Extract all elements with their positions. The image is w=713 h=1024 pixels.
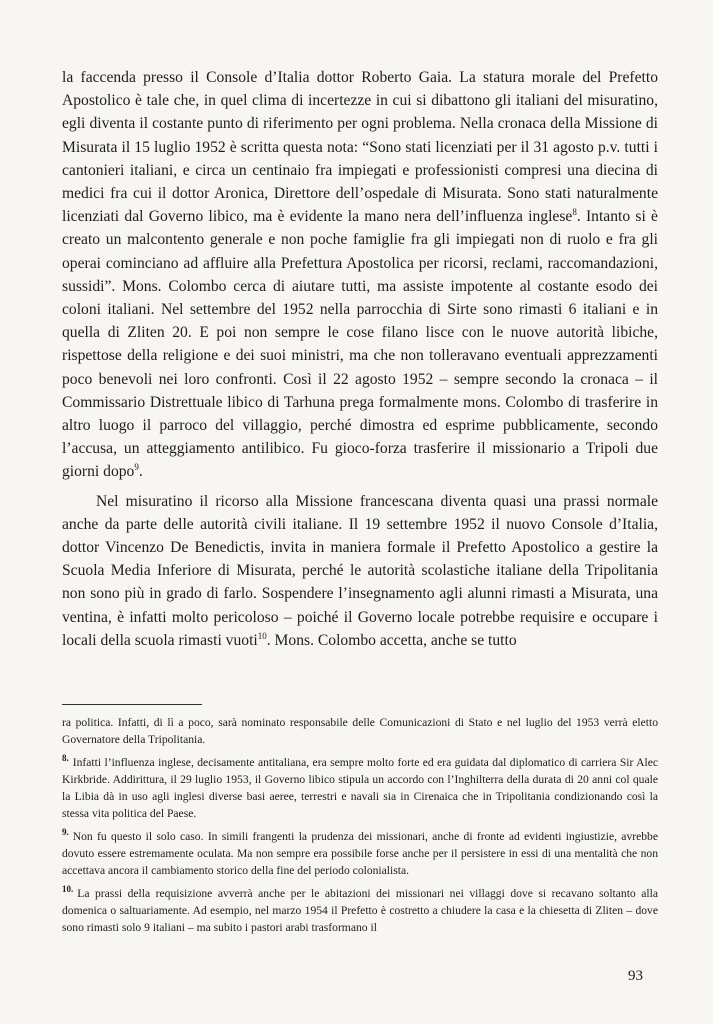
footnote-continuation: ra politica. Infatti, di lì a poco, sarà nominato responsabile delle Comunicazioni di Stato e nel luglio del 1953 verrà eletto Governatore della Tripolitania. xyxy=(62,716,658,746)
paragraph-text: . xyxy=(138,463,143,481)
page-number: 93 xyxy=(628,968,643,984)
footnote-text: Infatti l’influenza inglese, decisamente antitaliana, era sempre molto forte ed era guidata dal diplomatico di carriera Sir Alec Kirkbride. Addirittura, il 29 luglio 1953, il Governo libico stipula un accordo con l’Inghilterra della durata di 20 anni col quale la Libia dà in uso agli inglesi diverse basi aeree, terrestri e navali sia in Cirenaica che in Tripolitania condizionando così la stessa vita politica del Paese. xyxy=(62,756,658,820)
paragraph-text: . Intanto si è creato un malcontento generale e non poche famiglie fra gli impiegati non di ruolo e fra gli operai cominciano ad affluire alla Prefettura Apostolica per ricorsi, reclami, raccomandazioni, sussidi”. Mons. Colombo cerca di aiutare tutti, ma assiste impotente al costante esodo dei coloni italiani. Nel settembre del 1952 nella parrocchia di Sirte sono rimasti 6 italiani e in quella di Zliten 20. E poi non sempre le cose filano lisce con le nuove autorità libiche, rispettose della religione e dei suoi ministri, ma che non tolleravano eventuali apprezzamenti poco benevoli nei loro confronti. Così il 22 agosto 1952 – sempre secondo la cronaca – il Commissario Distrettuale libico di Tarhuna prega formalmente mons. Colombo di trasferire in altro luogo il parroco del villaggio, perché dimostra ed esprime pubblicamente, secondo l’accusa, un atteggiamento antilibico. Fu gioco-forza trasferire il missionario a Tripoli due giorni dopo xyxy=(62,208,658,481)
footnote-mark: 10. xyxy=(62,884,74,895)
paragraph xyxy=(62,66,658,484)
footnotes xyxy=(62,714,658,942)
footnote-mark: 9. xyxy=(62,827,69,838)
paragraph-text: . Mons. Colombo accetta, anche se tutto xyxy=(266,631,517,649)
paragraph xyxy=(62,490,658,652)
footnote-text: Non fu questo il solo caso. In simili frangenti la prudenza dei missionari, anche di fronte ad evidenti ingiustizie, avrebbe dovuto essere estremamente oculata. Ma non sempre era possibile forse anche per il persistere in essi di una mentalità che non accettava ancora il cambiamento storico della fine del periodo colonialista. xyxy=(62,830,658,877)
paragraph-text: Nel misuratino il ricorso alla Missione francescana diventa quasi una prassi normale anche da parte delle autorità civili italiane. Il 19 settembre 1952 il nuovo Console d’Italia, dottor Vincenzo De Benedictis, invita in maniera formale il Prefetto Apostolico a gestire la Scuola Media Inferiore di Misurata, perché le autorità scolastiche italiane della Tripolitania non sono più in grado di farlo. Sospendere l’insegnamento agli alunni rimasti a Misurata, una ventina, è infatti molto pericoloso – poiché il Governo locale potrebbe requisire e occupare i locali della scuola rimasti vuoti xyxy=(62,492,658,649)
paragraph-text: la faccenda presso il Console d’Italia dottor Roberto Gaia. La statura morale del Prefetto Apostolico è tale che, in quel clima di incertezze in cui si dibattono gli italiani del misuratino, egli diventa il costante punto di riferimento per ogni problema. Nella cronaca della Missione di Misurata il 15 luglio 1952 è scritta questa nota: “Sono stati licenziati per il 31 agosto p.v. tutti i cantonieri italiani, e circa un centinaio fra impiegati e professionisti compresi una diecina di medici fra cui il dottor Aronica, Direttore dell’ospedale di Misurata. Sono stati naturalmente licenziati dal Governo libico, ma è evidente la mano nera dell’influenza inglese xyxy=(62,69,658,226)
main-text xyxy=(62,66,658,652)
footnote-divider xyxy=(62,704,202,705)
footnote-reference: 8 xyxy=(572,207,577,218)
footnote-reference: 9 xyxy=(134,462,139,473)
footnote xyxy=(62,885,658,936)
footnote xyxy=(62,828,658,879)
footnote-mark: 8. xyxy=(62,753,69,764)
footnote-text: La prassi della requisizione avverrà anche per le abitazioni dei missionari nei villaggi dove si recavano soltanto alla domenica o saltuariamente. Ad esempio, nel marzo 1954 il Prefetto è costretto a chiudere la casa e la chiesetta di Zliten – dove sono rimasti solo 9 italiani – ma subito i pastori arabi trasformano il xyxy=(62,887,658,934)
footnote-reference: 10 xyxy=(257,630,267,641)
footnote xyxy=(62,754,658,822)
